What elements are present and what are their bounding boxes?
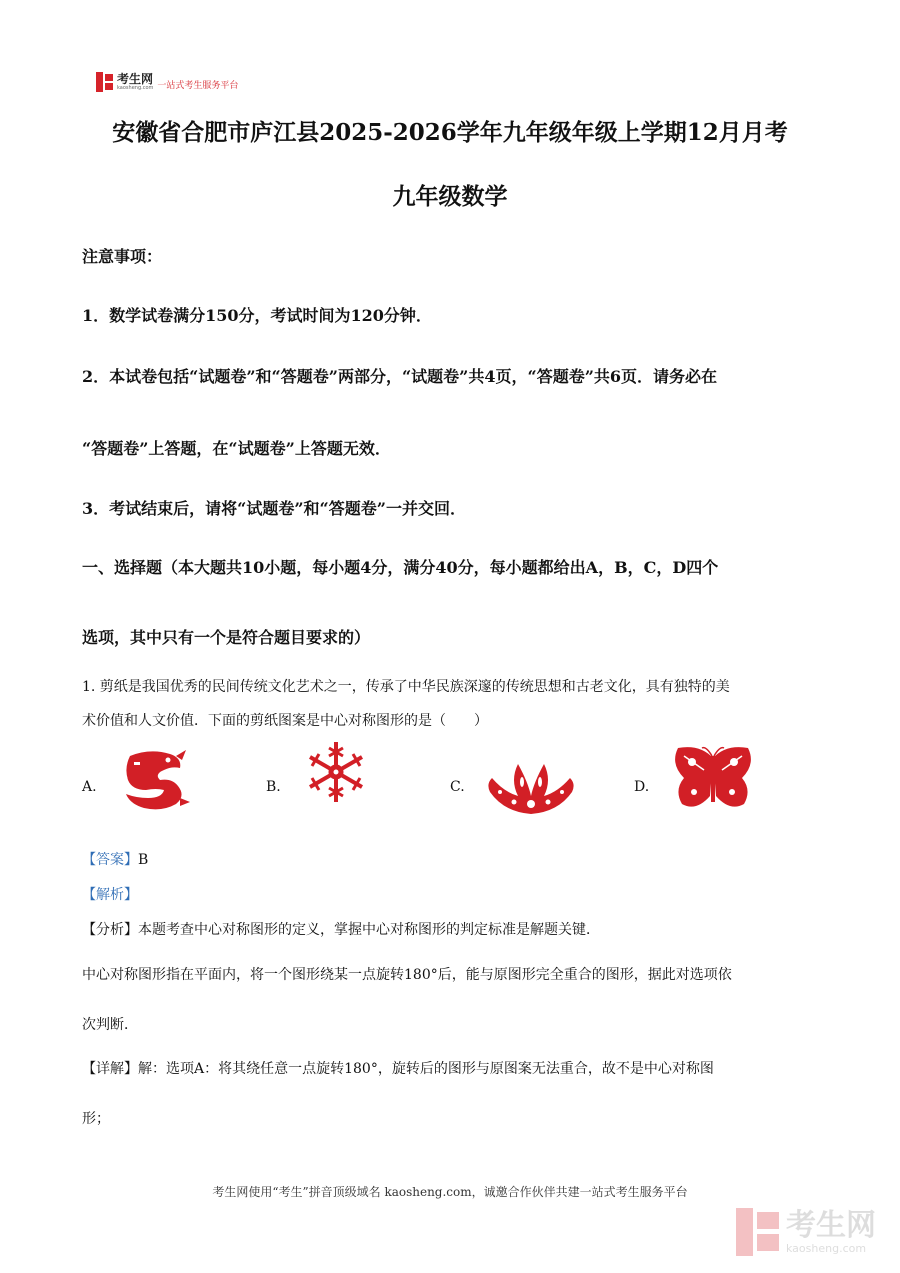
watermark-cn: 考生网 — [786, 1207, 876, 1243]
section-heading-line2: 选项，其中只有一个是符合题目要求的） — [82, 628, 371, 647]
notice-item-3: 3．考试结束后，请将“试题卷”和“答题卷”一并交回． — [82, 499, 466, 518]
watermark-logo-icon — [736, 1208, 780, 1256]
detail-line-1: 【详解】解：选项A：将其绕任意一点旋转180°，旋转后的图形与原图案无法重合，故不是中心对称图 — [82, 1061, 714, 1077]
analysis-tag: 【解析】 — [82, 887, 138, 903]
option-c-label: C. — [450, 779, 465, 795]
notice-item-2a: 2．本试卷包括“试题卷”和“答题卷”两部分，“试题卷”共4页，“答题卷”共6页．请务必在 — [82, 367, 718, 386]
butterfly-papercut-icon — [670, 742, 756, 814]
answer-line — [82, 849, 148, 869]
notice-item-1: 1．数学试卷满分150分，考试时间为120分钟． — [82, 306, 432, 325]
page-title: 安徽省合肥市庐江县2025-2026学年九年级年级上学期12月月考 — [112, 119, 788, 146]
lotus-papercut-icon — [484, 762, 578, 816]
logo-cn: 考生网 — [117, 72, 154, 86]
detail-line-2: 形； — [82, 1111, 110, 1127]
answer-value: B — [138, 852, 149, 868]
logo-slogan: 一站式考生服务平台 — [157, 80, 239, 91]
option-b-label: B. — [266, 779, 281, 795]
analysis-definition-2: 次判断． — [82, 1017, 138, 1033]
answer-tag: 【答案】 — [82, 852, 138, 868]
footer-text: 考生网使用“考生”拼音顶级域名 kaosheng.com，诚邀合作伙伴共建一站式考生服务平台 — [212, 1185, 688, 1199]
dragon-papercut-icon — [120, 748, 190, 812]
notice-heading: 注意事项： — [82, 247, 163, 266]
watermark — [736, 1208, 876, 1256]
question-stem-2: 术价值和人文价值．下面的剪纸图案是中心对称图形的是（ ） — [82, 713, 488, 729]
option-d-label: D. — [634, 779, 650, 795]
logo-en: kaosheng.com — [117, 85, 154, 91]
kaosheng-logo-icon — [96, 72, 114, 92]
analysis-fenxi: 【分析】本题考查中心对称图形的定义，掌握中心对称图形的判定标准是解题关键． — [82, 922, 600, 938]
watermark-en: kaosheng.com — [786, 1241, 867, 1255]
option-a-label: A. — [82, 779, 97, 795]
page-subtitle: 九年级数学 — [392, 183, 508, 210]
snowflake-papercut-icon — [302, 740, 370, 804]
question-stem-1: 1. 剪纸是我国优秀的民间传统文化艺术之一，传承了中华民族深邃的传统思想和古老文化，具有独特的美 — [82, 679, 730, 695]
header-logo — [96, 70, 238, 94]
analysis-definition-1: 中心对称图形指在平面内，将一个图形绕某一点旋转180°后，能与原图形完全重合的图形，据此对选项依 — [82, 967, 732, 983]
section-heading-line1: 一、选择题（本大题共10小题，每小题4分，满分40分，每小题都给出A，B，C，D四个 — [82, 558, 719, 577]
notice-item-2b: “答题卷”上答题，在“试题卷”上答题无效． — [82, 439, 391, 458]
